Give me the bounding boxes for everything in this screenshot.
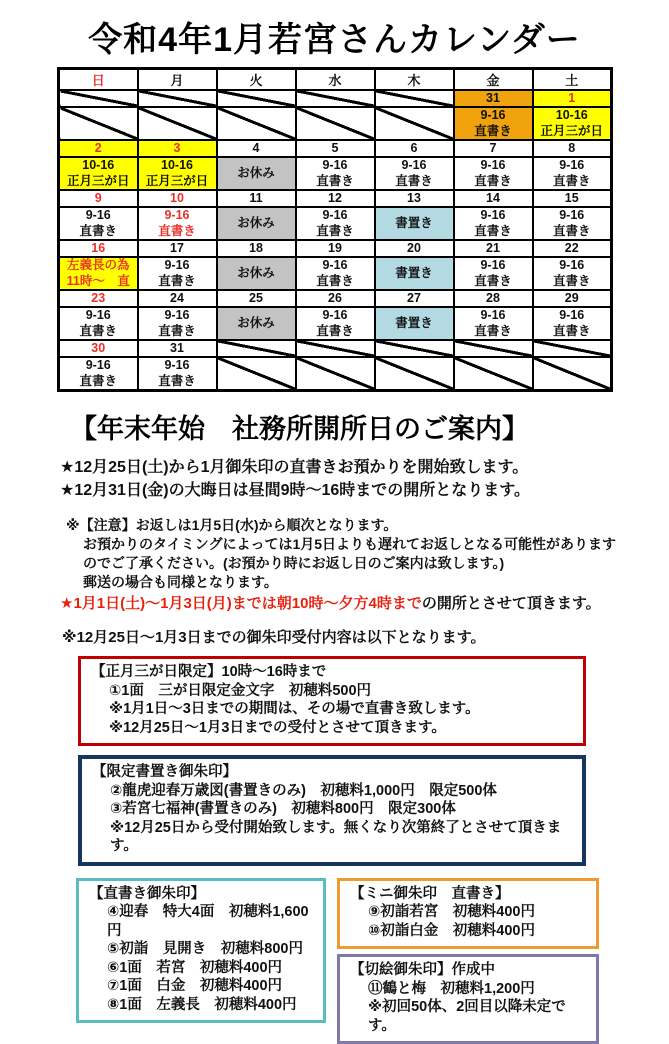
calendar-day-info: お休み — [217, 307, 296, 340]
calendar-day-info: 9-16 直書き — [138, 257, 217, 290]
calendar-day-info: 9-16 直書き — [454, 257, 533, 290]
calendar-day-info: 書置き — [375, 207, 454, 240]
box-item: ※12月25日から受付開始致します。無くなり次第終了とさせて頂きます。 — [92, 819, 572, 856]
calendar-empty-cell — [138, 107, 217, 140]
calendar-day: 26 — [296, 290, 375, 307]
calendar-day-info: 9-16 直書き — [533, 207, 612, 240]
box-item: ④迎春 特大4面 初穂料1,600円 — [89, 903, 313, 940]
calendar-empty-cell — [375, 357, 454, 391]
calendar-empty-cell — [375, 107, 454, 140]
calendar-empty-cell — [59, 107, 138, 140]
notice-line: 郵送の場合も同様となります。 — [66, 573, 669, 592]
box-item: ⑩初詣白金 初穂料400円 — [350, 922, 586, 941]
notice-block — [66, 516, 669, 592]
box-heading: 【限定書置き御朱印】 — [92, 763, 572, 782]
box-heading: 【切絵御朱印】作成中 — [350, 961, 586, 980]
calendar-day-info: お休み — [217, 157, 296, 190]
box-mini-goshuin — [337, 878, 599, 950]
box-limited-kakioki-goshuin — [78, 755, 586, 866]
calendar-empty-cell — [296, 90, 375, 107]
weekday-header: 水 — [296, 69, 375, 91]
box-item: ⑦1面 白金 初穂料400円 — [89, 977, 313, 996]
calendar-day-info: 9-16 直書き — [454, 307, 533, 340]
calendar-empty-cell — [296, 340, 375, 357]
box-heading: 【直書き御朱印】 — [89, 885, 313, 904]
calendar-day-info: 9-16 直書き — [296, 307, 375, 340]
calendar-day: 7 — [454, 140, 533, 157]
box-item: ⑤初詣 見開き 初穂料800円 — [89, 940, 313, 959]
calendar-day: 25 — [217, 290, 296, 307]
calendar-empty-cell — [375, 90, 454, 107]
calendar-day: 16 — [59, 240, 138, 257]
calendar-day: 12 — [296, 190, 375, 207]
announcements — [60, 456, 669, 502]
box-item: ※初回50体、2回目以降未定です。 — [350, 998, 586, 1035]
calendar-day: 20 — [375, 240, 454, 257]
calendar-day-info: 9-16 直書き — [533, 307, 612, 340]
calendar-empty-cell — [296, 357, 375, 391]
calendar-day-info: お休み — [217, 257, 296, 290]
calendar-day: 22 — [533, 240, 612, 257]
calendar-day-info: 9-16 直書き — [138, 357, 217, 391]
calendar-day-info: 9-16 直書き — [59, 207, 138, 240]
calendar-day: 2 — [59, 140, 138, 157]
section-heading: 【年末年始 社務所開所日のご案内】 — [70, 407, 669, 446]
calendar-day-info: 書置き — [375, 307, 454, 340]
calendar-day-info: お休み — [217, 207, 296, 240]
box-item: ⑥1面 若宮 初穂料400円 — [89, 959, 313, 978]
calendar-day: 19 — [296, 240, 375, 257]
calendar-day: 31 — [138, 340, 217, 357]
announcement-line: ★12月25日(土)から1月御朱印の直書きお預かりを開始致します。 — [60, 456, 669, 479]
calendar-day: 30 — [59, 340, 138, 357]
calendar-day-info: 9-16 直書き — [296, 257, 375, 290]
calendar-day-info: 9-16 直書き — [375, 157, 454, 190]
calendar-day-info: 9-16 直書き — [59, 307, 138, 340]
reception-note: ※12月25日～1月3日までの御朱印受付内容は以下となります。 — [62, 626, 669, 647]
weekday-header: 土 — [533, 69, 612, 91]
calendar-empty-cell — [138, 90, 217, 107]
page — [0, 12, 669, 953]
calendar-empty-cell — [533, 340, 612, 357]
calendar-empty-cell — [217, 357, 296, 391]
weekday-header: 日 — [59, 69, 138, 91]
notice-line: のでご了承ください。(お預かり時にお返し日のご案内は致します。) — [66, 554, 669, 573]
box-item: ※12月25日～1月3日までの受付とさせて頂きます。 — [91, 719, 573, 738]
calendar-day-info: 9-16 直書き — [59, 357, 138, 391]
calendar-day: 27 — [375, 290, 454, 307]
box-kirie-goshuin — [337, 954, 599, 1044]
new-year-hours-highlight: ★1月1日(土)～1月3日(月)までは朝10時～夕方4時まで — [60, 595, 422, 612]
box-item: ①1面 三が日限定金文字 初穂料500円 — [91, 682, 573, 701]
calendar-table — [57, 67, 613, 392]
calendar-empty-cell — [296, 107, 375, 140]
calendar-empty-cell — [217, 340, 296, 357]
box-jikagaki-goshuin — [76, 878, 326, 1024]
calendar-day: 17 — [138, 240, 217, 257]
calendar-day-info: 9-16 直書き — [533, 257, 612, 290]
calendar-day: 28 — [454, 290, 533, 307]
calendar-empty-cell — [59, 90, 138, 107]
calendar-day: 15 — [533, 190, 612, 207]
calendar-day: 13 — [375, 190, 454, 207]
box-item: ②龍虎迎春万歳図(書置きのみ) 初穂料1,000円 限定500体 — [92, 782, 572, 801]
calendar-day: 29 — [533, 290, 612, 307]
notice-line: お預かりのタイミングによっては1月5日よりも遅れてお返しとなる可能性があります — [66, 535, 669, 554]
box-item: ③若宮七福神(書置きのみ) 初穂料800円 限定300体 — [92, 800, 572, 819]
calendar-day: 23 — [59, 290, 138, 307]
box-shogatsu-sanganichi-limited — [78, 656, 586, 746]
weekday-header: 火 — [217, 69, 296, 91]
announcement-line: ★12月31日(金)の大晦日は昼間9時～16時までの開所となります。 — [60, 479, 669, 502]
new-year-hours-line — [60, 593, 669, 615]
calendar-day: 24 — [138, 290, 217, 307]
calendar-day: 31 — [454, 90, 533, 107]
calendar-day-info: 10-16 正月三が日 — [59, 157, 138, 190]
calendar-day-info: 10-16 正月三が日 — [138, 157, 217, 190]
calendar-day: 11 — [217, 190, 296, 207]
page-title: 令和4年1月若宮さんカレンダー — [0, 12, 669, 61]
calendar-day-info: 9-16 直書き — [454, 157, 533, 190]
calendar-day-info: 9-16 直書き — [454, 207, 533, 240]
calendar-day-info: 9-16 直書き — [533, 157, 612, 190]
calendar-empty-cell — [533, 357, 612, 391]
calendar-empty-cell — [217, 90, 296, 107]
calendar-day: 10 — [138, 190, 217, 207]
weekday-header: 木 — [375, 69, 454, 91]
calendar-day: 8 — [533, 140, 612, 157]
calendar-day-info: 9-16 直書き — [454, 107, 533, 140]
calendar-day: 6 — [375, 140, 454, 157]
calendar-day-info: 9-16 直書き — [138, 207, 217, 240]
calendar-day: 9 — [59, 190, 138, 207]
calendar-empty-cell — [454, 357, 533, 391]
calendar-day-info: 書置き — [375, 257, 454, 290]
new-year-hours-rest: の開所とさせて頂きます。 — [422, 595, 601, 612]
notice-line: ※【注意】お返しは1月5日(水)から順次となります。 — [66, 516, 669, 535]
box-heading: 【正月三が日限定】10時～16時まで — [91, 663, 573, 682]
bottom-boxes — [76, 878, 669, 1044]
weekday-header: 金 — [454, 69, 533, 91]
box-item: ⑪鶴と梅 初穂料1,200円 — [350, 980, 586, 999]
calendar-day-info: 左義長の為 11時～ 直 — [59, 257, 138, 290]
box-heading: 【ミニ御朱印 直書き】 — [350, 885, 586, 904]
calendar-empty-cell — [217, 107, 296, 140]
calendar-empty-cell — [375, 340, 454, 357]
calendar-day: 5 — [296, 140, 375, 157]
calendar-day: 14 — [454, 190, 533, 207]
calendar-day-info: 9-16 直書き — [296, 207, 375, 240]
calendar-day: 1 — [533, 90, 612, 107]
calendar-day-info: 9-16 直書き — [296, 157, 375, 190]
calendar-empty-cell — [454, 340, 533, 357]
calendar-day: 21 — [454, 240, 533, 257]
calendar-day: 4 — [217, 140, 296, 157]
calendar-day: 18 — [217, 240, 296, 257]
weekday-header: 月 — [138, 69, 217, 91]
box-item: ⑧1面 左義長 初穂料400円 — [89, 996, 313, 1015]
calendar-day-info: 9-16 直書き — [138, 307, 217, 340]
calendar-day: 3 — [138, 140, 217, 157]
box-item: ⑨初詣若宮 初穂料400円 — [350, 903, 586, 922]
box-item: ※1月1日～3日までの期間は、その場で直書き致します。 — [91, 700, 573, 719]
calendar-day-info: 10-16 正月三が日 — [533, 107, 612, 140]
